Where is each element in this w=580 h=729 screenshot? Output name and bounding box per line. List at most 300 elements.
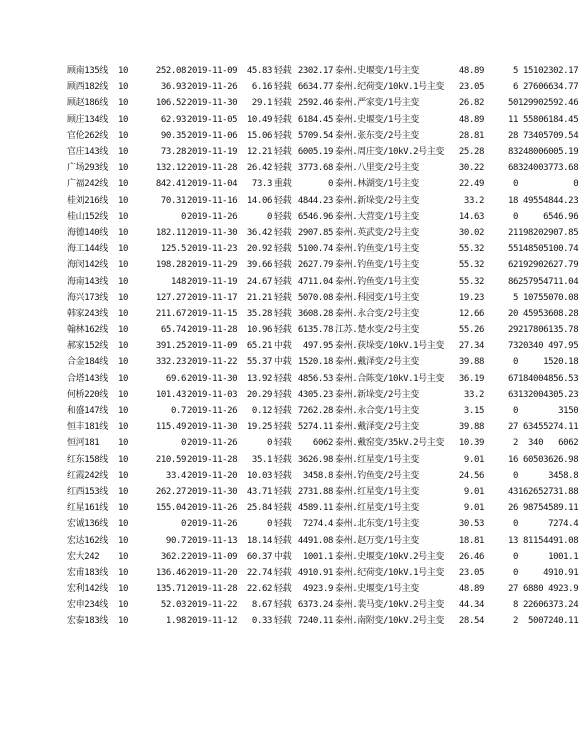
data-table: [0, 63, 578, 630]
cell-load-rate: 60.37: [246, 551, 272, 562]
cell-transformer-rate: 48.89: [458, 584, 484, 595]
cell-count: 0: [512, 470, 518, 481]
table-row: [0, 500, 578, 516]
cell-substation: 泰州.严家变/1号主变: [335, 98, 419, 109]
cell-line-name: 广福242线: [67, 179, 108, 190]
cell-substation: 泰州.科园变/1号主变: [335, 292, 419, 303]
cell-load-status: 轻载: [274, 114, 292, 125]
cell-load-value: 90.7: [165, 535, 186, 546]
cell-load-status: 轻载: [274, 389, 292, 400]
cell-line-name: 红星161线: [67, 503, 108, 514]
cell-count: 83: [507, 147, 518, 158]
cell-users: 19290: [518, 260, 544, 271]
cell-users: [518, 176, 543, 192]
cell-count: 2: [512, 616, 518, 627]
cell-users: 24800: [518, 147, 544, 158]
cell-load-status: 轻载: [274, 260, 292, 271]
cell-load-rate: 6.16: [251, 82, 272, 93]
cell-date: 2019-11-26: [187, 82, 238, 93]
cell-load-value: 115.49: [155, 422, 186, 433]
cell-capacity: 4589.11: [297, 503, 333, 514]
cell-transformer-rate: 14.63: [458, 211, 484, 222]
cell-count: 86: [507, 276, 518, 287]
table-row: [0, 257, 578, 273]
cell-users: 6050: [523, 454, 544, 465]
cell-voltage: 10: [118, 114, 129, 125]
cell-load-value: 0: [180, 519, 186, 530]
cell-load-status: 轻载: [274, 567, 292, 578]
cell-transformer-rate: 30.22: [458, 163, 484, 174]
cell-transformer-rate: 26.46: [458, 551, 484, 562]
cell-substation: 泰州.史堰变/10kV.2号主变: [335, 551, 444, 562]
cell-line-name: 郝家152线: [67, 341, 108, 352]
cell-remaining: 2907.85: [543, 227, 579, 238]
cell-load-rate: 10.03: [246, 470, 272, 481]
cell-voltage: 10: [118, 341, 129, 352]
cell-load-status: 轻载: [274, 519, 292, 530]
cell-date: 2019-11-30: [187, 486, 238, 497]
cell-line-name: 广场293线: [67, 163, 108, 174]
cell-voltage: 10: [118, 454, 129, 465]
cell-capacity: 5070.08: [297, 292, 333, 303]
cell-remaining: 4910.91: [543, 567, 579, 578]
cell-users: 6880: [523, 584, 544, 595]
table-row: [0, 435, 578, 451]
cell-voltage: 10: [118, 147, 129, 158]
cell-count: 26: [507, 503, 518, 514]
table-row: [0, 516, 578, 532]
cell-voltage: 10: [118, 486, 129, 497]
table-row: [0, 484, 578, 500]
cell-line-name: 官伦262线: [67, 130, 108, 141]
cell-count: 68: [507, 163, 518, 174]
cell-line-name: 合塔143线: [67, 373, 108, 384]
cell-count: 13: [507, 535, 518, 546]
cell-capacity: 4844.23: [297, 195, 333, 206]
cell-users: 4955: [523, 195, 544, 206]
cell-users: 18400: [518, 373, 544, 384]
cell-load-status: 中载: [274, 357, 292, 368]
cell-capacity: 4491.08: [297, 535, 333, 546]
cell-date: 2019-11-30: [187, 373, 238, 384]
cell-users: 5580: [523, 114, 544, 125]
cell-transformer-rate: 28.81: [458, 130, 484, 141]
cell-voltage: 10: [118, 567, 129, 578]
cell-load-value: 33.4: [165, 470, 186, 481]
cell-load-value: 362.2: [160, 551, 186, 562]
table-body: [0, 63, 578, 630]
cell-load-value: 0.7: [170, 406, 186, 417]
cell-remaining: 4711.04: [543, 276, 579, 287]
table-row: [0, 452, 578, 468]
cell-substation: 泰州.永合变/1号主变: [335, 406, 419, 417]
table-row: [0, 468, 578, 484]
cell-count: 8: [512, 600, 518, 611]
cell-transformer-rate: 9.01: [463, 454, 484, 465]
cell-count: 50: [507, 98, 518, 109]
cell-transformer-rate: 55.26: [458, 325, 484, 336]
cell-load-rate: 36.42: [246, 227, 272, 238]
cell-load-rate: 15.06: [246, 130, 272, 141]
cell-load-status: 轻载: [274, 195, 292, 206]
cell-remaining: 5100.74: [543, 244, 579, 255]
cell-line-name: 宏诚136线: [67, 519, 108, 530]
cell-voltage: 10: [118, 163, 129, 174]
cell-line-name: 海工144线: [67, 244, 108, 255]
cell-load-value: 842.41: [155, 179, 186, 190]
cell-load-value: 155.04: [155, 503, 186, 514]
cell-load-value: 65.74: [160, 325, 186, 336]
cell-capacity: 3608.28: [297, 308, 333, 319]
cell-line-name: 宏大242: [67, 551, 100, 562]
cell-voltage: 10: [118, 535, 129, 546]
cell-line-name: 翰林162线: [67, 325, 108, 336]
cell-transformer-rate: 9.01: [463, 486, 484, 497]
cell-capacity: 4711.04: [297, 276, 333, 287]
table-row: [0, 419, 578, 435]
cell-remaining: 2592.46: [543, 98, 579, 109]
cell-users: [518, 354, 543, 370]
cell-capacity: 4910.91: [297, 567, 333, 578]
cell-voltage: 10: [118, 179, 129, 190]
cell-load-rate: 73.3: [251, 179, 272, 190]
cell-users: 14850: [518, 244, 544, 255]
cell-substation: 江苏.楚水变/2号主变: [335, 325, 419, 336]
cell-transformer-rate: 10.39: [458, 438, 484, 449]
table-row: [0, 387, 578, 403]
cell-remaining: 2731.88: [543, 486, 579, 497]
cell-count: 5: [512, 66, 518, 77]
cell-load-value: 127.27: [155, 292, 186, 303]
cell-line-name: 恒丰181线: [67, 422, 108, 433]
cell-load-rate: 12.21: [246, 147, 272, 158]
cell-users: 12990: [518, 98, 544, 109]
cell-date: 2019-11-15: [187, 308, 238, 319]
table-row: [0, 160, 578, 176]
cell-date: 2019-11-12: [187, 616, 238, 627]
cell-load-rate: 24.67: [246, 276, 272, 287]
cell-load-status: 轻载: [274, 244, 292, 255]
cell-voltage: 10: [118, 389, 129, 400]
cell-remaining: 3608.28: [543, 308, 579, 319]
table-row: [0, 371, 578, 387]
cell-substation: 泰州.史堰变/1号主变: [335, 584, 419, 595]
cell-substation: 泰州.红星变/1号主变: [335, 503, 419, 514]
cell-load-rate: 18.14: [246, 535, 272, 546]
cell-line-name: 红东158线: [67, 454, 108, 465]
cell-count: 5: [512, 292, 518, 303]
cell-line-name: 合金184线: [67, 357, 108, 368]
cell-load-value: 1.98: [165, 616, 186, 627]
cell-voltage: 10: [118, 195, 129, 206]
cell-transformer-rate: 48.89: [458, 114, 484, 125]
cell-load-rate: 0.12: [251, 406, 272, 417]
cell-transformer-rate: 26.82: [458, 98, 484, 109]
cell-date: 2019-11-03: [187, 389, 238, 400]
cell-line-name: 顾西182线: [67, 82, 108, 93]
cell-capacity: 2907.85: [297, 227, 333, 238]
cell-capacity: 6005.19: [297, 147, 333, 158]
cell-load-value: 391.25: [155, 341, 186, 352]
cell-voltage: 10: [118, 244, 129, 255]
cell-substation: 泰州.林湖变/1号主变: [335, 179, 419, 190]
cell-load-rate: 0.33: [251, 616, 272, 627]
cell-count: 63: [507, 389, 518, 400]
cell-capacity: 5709.54: [297, 130, 333, 141]
cell-users: 32400: [518, 163, 544, 174]
cell-line-name: 海闵142线: [67, 260, 108, 271]
cell-voltage: 10: [118, 616, 129, 627]
cell-load-rate: 14.06: [246, 195, 272, 206]
cell-load-status: 轻载: [274, 147, 292, 158]
cell-remaining: 1001.1: [548, 551, 579, 562]
cell-substation: 泰州.纪荷变/10kV.1号主变: [335, 82, 444, 93]
cell-users: [518, 549, 543, 565]
cell-voltage: 10: [118, 98, 129, 109]
cell-capacity: 3626.98: [297, 454, 333, 465]
cell-transformer-rate: 55.32: [458, 276, 484, 287]
table-row: [0, 95, 578, 111]
cell-remaining: 6184.45: [543, 114, 579, 125]
cell-load-rate: 8.67: [251, 600, 272, 611]
cell-voltage: 10: [118, 438, 129, 449]
cell-load-status: 轻载: [274, 227, 292, 238]
cell-remaining: 2302.17: [543, 66, 579, 77]
cell-substation: 泰州.赵万变/1号主变: [335, 535, 419, 546]
cell-users: [518, 468, 543, 484]
cell-substation: 泰州.合陈变/10kV.1号主变: [335, 373, 444, 384]
cell-count: 16: [507, 454, 518, 465]
cell-line-name: 红西153线: [67, 486, 108, 497]
table-row: [0, 403, 578, 419]
cell-load-value: 198.28: [155, 260, 186, 271]
cell-date: 2019-11-29: [187, 260, 238, 271]
cell-load-value: 101.43: [155, 389, 186, 400]
cell-load-value: 62.93: [160, 114, 186, 125]
cell-remaining: 5709.54: [543, 130, 579, 141]
cell-capacity: 2627.79: [297, 260, 333, 271]
cell-voltage: 10: [118, 130, 129, 141]
cell-date: 2019-11-20: [187, 470, 238, 481]
table-row: [0, 565, 578, 581]
cell-count: 11: [507, 114, 518, 125]
cell-remaining: 5274.11: [543, 422, 579, 433]
cell-substation: 泰州.红星变/1号主变: [335, 486, 419, 497]
cell-line-name: 宏利142线: [67, 584, 108, 595]
cell-transformer-rate: 44.34: [458, 600, 484, 611]
cell-capacity: 2731.88: [297, 486, 333, 497]
cell-load-rate: 25.84: [246, 503, 272, 514]
cell-count: 21: [507, 227, 518, 238]
cell-line-name: 官庄143线: [67, 147, 108, 158]
cell-count: 0: [512, 179, 518, 190]
cell-load-status: 轻载: [274, 470, 292, 481]
cell-load-status: 轻载: [274, 454, 292, 465]
cell-remaining: 6005.19: [543, 147, 579, 158]
table-row: [0, 273, 578, 289]
cell-substation: 泰州.史堰变/1号主变: [335, 114, 419, 125]
cell-load-value: 52.03: [160, 600, 186, 611]
cell-remaining: 4305.23: [543, 389, 579, 400]
cell-users: 9875: [523, 503, 544, 514]
cell-voltage: 10: [118, 211, 129, 222]
cell-date: 2019-11-23: [187, 244, 238, 255]
cell-count: 0: [512, 551, 518, 562]
cell-load-rate: 29.1: [251, 98, 272, 109]
cell-line-name: 海兴173线: [67, 292, 108, 303]
table-row: [0, 241, 578, 257]
cell-date: 2019-11-09: [187, 551, 238, 562]
cell-line-name: 恒河181: [67, 438, 100, 449]
cell-remaining: 3773.68: [543, 163, 579, 174]
cell-remaining: 7240.11: [543, 616, 579, 627]
cell-voltage: 10: [118, 260, 129, 271]
cell-load-rate: 65.21: [246, 341, 272, 352]
cell-count: 2: [512, 438, 518, 449]
cell-count: 0: [512, 567, 518, 578]
cell-load-value: 0: [180, 438, 186, 449]
cell-load-rate: 10.49: [246, 114, 272, 125]
cell-date: 2019-11-28: [187, 454, 238, 465]
cell-transformer-rate: 30.53: [458, 519, 484, 530]
cell-transformer-rate: 9.01: [463, 503, 484, 514]
cell-substation: 泰州.红星变/1号主变: [335, 454, 419, 465]
cell-users: [518, 403, 543, 419]
cell-substation: 泰州.戴泽变/2号主变: [335, 357, 419, 368]
cell-users: 4595: [523, 308, 544, 319]
cell-remaining: 4844.23: [543, 195, 579, 206]
cell-load-rate: 35.1: [251, 454, 272, 465]
cell-count: 27: [507, 584, 518, 595]
cell-load-rate: 39.66: [246, 260, 272, 271]
cell-remaining: 4856.53: [543, 373, 579, 384]
cell-remaining: 497.95: [548, 341, 579, 352]
cell-capacity: 6546.96: [297, 211, 333, 222]
cell-count: 28: [507, 130, 518, 141]
cell-load-status: 轻载: [274, 406, 292, 417]
cell-count: 18: [507, 195, 518, 206]
cell-load-value: 182.11: [155, 227, 186, 238]
cell-remaining: 6373.24: [543, 600, 579, 611]
cell-transformer-rate: 12.66: [458, 308, 484, 319]
cell-date: 2019-11-13: [187, 535, 238, 546]
cell-substation: 泰州.英武变/2号主变: [335, 227, 419, 238]
cell-capacity: 1001.1: [302, 551, 333, 562]
cell-remaining: 3458.8: [548, 470, 579, 481]
cell-load-status: 轻载: [274, 486, 292, 497]
cell-remaining: 4589.11: [543, 503, 579, 514]
cell-load-status: 轻载: [274, 373, 292, 384]
cell-substation: 泰州.八里变/2号主变: [335, 163, 419, 174]
cell-count: 27: [507, 422, 518, 433]
cell-voltage: 10: [118, 357, 129, 368]
table-row: [0, 290, 578, 306]
cell-line-name: 海德140线: [67, 227, 108, 238]
cell-line-name: 桂刘216线: [67, 195, 108, 206]
cell-capacity: 6634.77: [297, 82, 333, 93]
cell-transformer-rate: 30.02: [458, 227, 484, 238]
cell-load-rate: 13.92: [246, 373, 272, 384]
cell-transformer-rate: 3.15: [463, 406, 484, 417]
cell-remaining: 6135.78: [543, 325, 579, 336]
cell-remaining: 4923.9: [548, 584, 579, 595]
cell-capacity: 2592.46: [297, 98, 333, 109]
cell-date: 2019-11-30: [187, 98, 238, 109]
table-row: [0, 581, 578, 597]
cell-remaining: 7274.4: [548, 519, 579, 530]
cell-count: 0: [512, 406, 518, 417]
cell-load-value: 211.67: [155, 308, 186, 319]
cell-users: 8115: [523, 535, 544, 546]
cell-load-status: 轻载: [274, 616, 292, 627]
cell-users: [518, 565, 543, 581]
cell-date: 2019-11-28: [187, 325, 238, 336]
cell-voltage: 10: [118, 276, 129, 287]
cell-substation: 泰州.纪荷变/10kV.1号主变: [335, 567, 444, 578]
cell-date: 2019-11-28: [187, 584, 238, 595]
cell-capacity: 497.95: [302, 341, 333, 352]
cell-substation: 泰州.南附变/10kV.2号主变: [335, 616, 444, 627]
table-row: [0, 79, 578, 95]
cell-voltage: 10: [118, 227, 129, 238]
cell-count: 62: [507, 260, 518, 271]
cell-voltage: 10: [118, 325, 129, 336]
cell-transformer-rate: 55.32: [458, 260, 484, 271]
table-row: [0, 322, 578, 338]
cell-load-value: 69.6: [165, 373, 186, 384]
cell-users: 1075: [523, 292, 544, 303]
cell-load-value: 262.27: [155, 486, 186, 497]
cell-count: 20: [507, 308, 518, 319]
cell-remaining: 5070.08: [543, 292, 579, 303]
cell-voltage: 10: [118, 584, 129, 595]
cell-load-rate: 26.42: [246, 163, 272, 174]
cell-voltage: 10: [118, 292, 129, 303]
table-row: [0, 549, 578, 565]
cell-load-rate: 21.21: [246, 292, 272, 303]
cell-users: 7340: [523, 130, 544, 141]
cell-transformer-rate: 28.54: [458, 616, 484, 627]
cell-line-name: 海南143线: [67, 276, 108, 287]
cell-users: 2260: [523, 600, 544, 611]
cell-substation: 泰州.钓鱼变/1号主变: [335, 260, 419, 271]
cell-load-rate: 0: [266, 519, 272, 530]
cell-load-rate: 45.83: [246, 66, 272, 77]
cell-load-value: 90.35: [160, 130, 186, 141]
cell-line-name: 和盛147线: [67, 406, 108, 417]
cell-substation: 泰州.史堰变/1号主变: [335, 66, 419, 77]
cell-date: 2019-11-22: [187, 600, 238, 611]
cell-voltage: 10: [118, 503, 129, 514]
cell-load-value: 136.46: [155, 567, 186, 578]
cell-date: 2019-11-20: [187, 567, 238, 578]
cell-load-rate: 22.74: [246, 567, 272, 578]
cell-date: 2019-11-17: [187, 292, 238, 303]
cell-date: 2019-11-19: [187, 147, 238, 158]
table-row: [0, 338, 578, 354]
cell-capacity: 3458.8: [302, 470, 333, 481]
cell-load-status: 轻载: [274, 584, 292, 595]
table-row: [0, 597, 578, 613]
cell-transformer-rate: 36.19: [458, 373, 484, 384]
cell-line-name: 何桥220线: [67, 389, 108, 400]
cell-capacity: 0: [327, 179, 333, 190]
cell-voltage: 10: [118, 470, 129, 481]
cell-substation: 泰州.大营变/1号主变: [335, 211, 419, 222]
cell-count: 0: [512, 211, 518, 222]
cell-substation: 泰州.裴马变/10kV.2号主变: [335, 600, 444, 611]
cell-line-name: 宏泰183线: [67, 616, 108, 627]
